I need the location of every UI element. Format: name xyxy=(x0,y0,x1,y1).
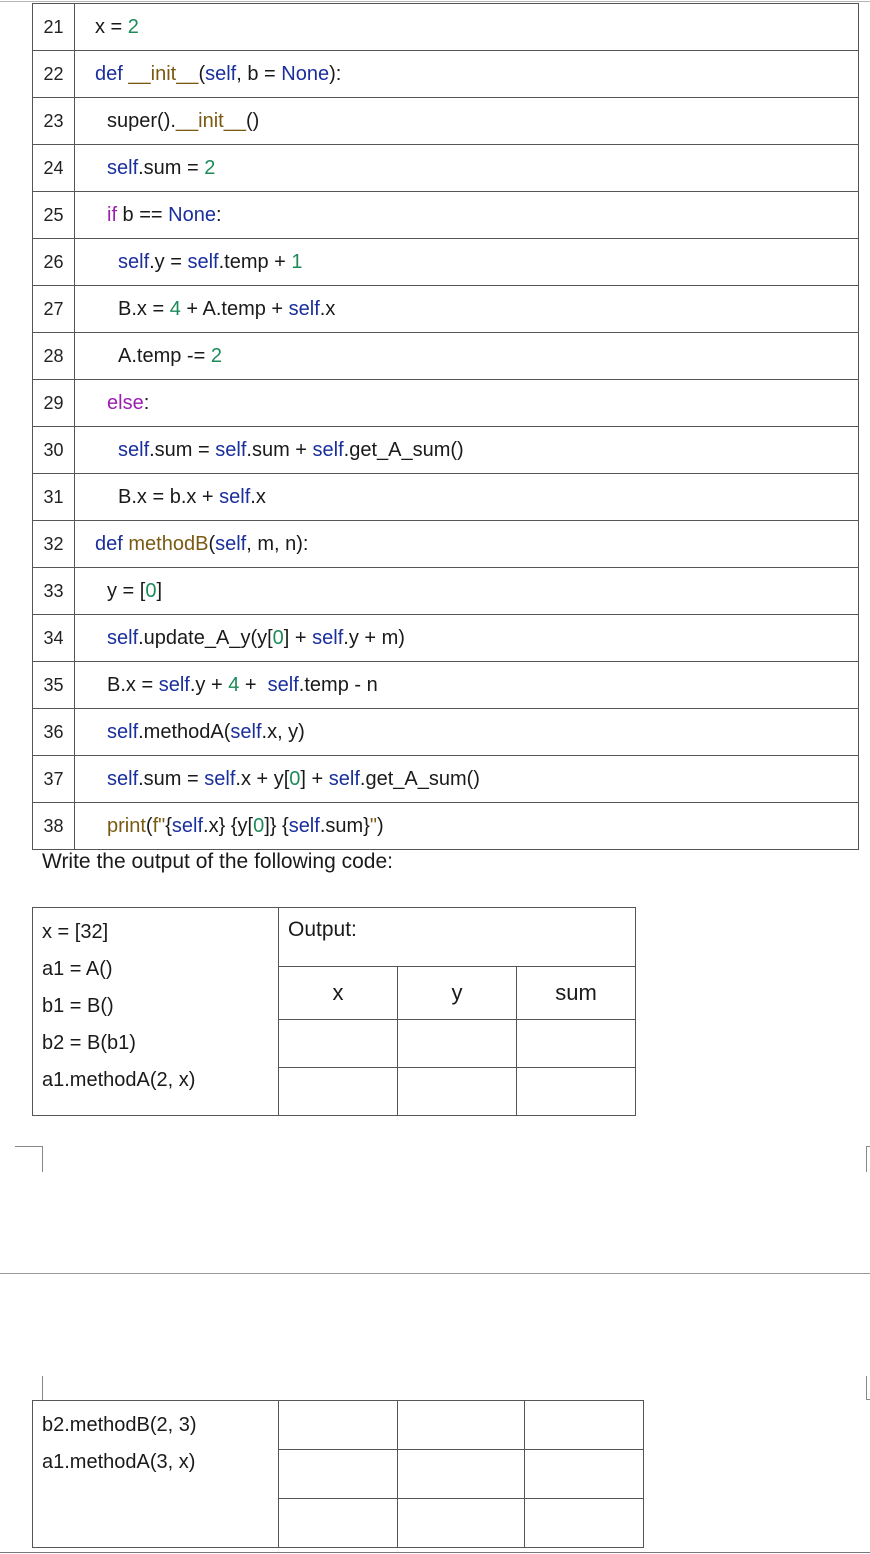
crop-mark xyxy=(42,1376,43,1400)
code-row xyxy=(33,145,859,192)
line-number: 30 xyxy=(33,427,75,474)
crop-mark xyxy=(15,1146,43,1147)
code-text: B.x = b.x + self.x xyxy=(75,474,859,521)
code-text: if b == None: xyxy=(75,192,859,239)
code-line: a1.methodA(2, x) xyxy=(42,1069,196,1091)
answer-cell[interactable] xyxy=(279,1020,398,1068)
code-text: self.sum = self.sum + self.get_A_sum() xyxy=(75,427,859,474)
line-number: 23 xyxy=(33,98,75,145)
answer-cell[interactable] xyxy=(525,1401,644,1450)
code-row xyxy=(33,474,859,521)
answer-cell[interactable] xyxy=(279,1499,398,1548)
code-text: y = [0] xyxy=(75,568,859,615)
code-table xyxy=(32,3,859,850)
code-text: self.sum = self.x + y[0] + self.get_A_sum() xyxy=(75,756,859,803)
code-row xyxy=(33,192,859,239)
answer-cell[interactable] xyxy=(517,1020,636,1068)
line-number: 27 xyxy=(33,286,75,333)
answer-cell[interactable] xyxy=(525,1450,644,1499)
answer-cell[interactable] xyxy=(398,1401,525,1450)
line-number: 26 xyxy=(33,239,75,286)
line-number: 37 xyxy=(33,756,75,803)
code-snippet-2 xyxy=(33,1401,279,1548)
line-number: 24 xyxy=(33,145,75,192)
code-line: a1.methodA(3, x) xyxy=(42,1451,196,1473)
answer-cell[interactable] xyxy=(398,1020,517,1068)
crop-mark xyxy=(866,1376,867,1400)
answer-cell[interactable] xyxy=(525,1499,644,1548)
code-row xyxy=(33,98,859,145)
code-text: self.y = self.temp + 1 xyxy=(75,239,859,286)
code-text: self.sum = 2 xyxy=(75,145,859,192)
code-row xyxy=(33,568,859,615)
code-text: B.x = 4 + A.temp + self.x xyxy=(75,286,859,333)
code-row xyxy=(33,4,859,51)
column-header-sum: sum xyxy=(517,967,636,1020)
code-row xyxy=(33,709,859,756)
answer-cell[interactable] xyxy=(398,1499,525,1548)
answer-cell[interactable] xyxy=(517,1068,636,1116)
column-header-y: y xyxy=(398,967,517,1020)
answer-cell[interactable] xyxy=(279,1450,398,1499)
column-header-x: x xyxy=(279,967,398,1020)
code-row xyxy=(33,756,859,803)
crop-mark xyxy=(866,1399,870,1400)
answer-cell[interactable] xyxy=(398,1450,525,1499)
code-line: b2 = B(b1) xyxy=(42,1032,136,1054)
line-number: 31 xyxy=(33,474,75,521)
code-text: def __init__(self, b = None): xyxy=(75,51,859,98)
code-text: A.temp -= 2 xyxy=(75,333,859,380)
output-label: Output: xyxy=(279,908,636,967)
line-number: 32 xyxy=(33,521,75,568)
code-text: print(f"{self.x} {y[0]} {self.sum}") xyxy=(75,803,859,850)
code-line: x = [32] xyxy=(42,921,109,943)
line-number: 21 xyxy=(33,4,75,51)
code-text: else: xyxy=(75,380,859,427)
code-text: x = 2 xyxy=(75,4,859,51)
code-row xyxy=(33,51,859,98)
answer-cell[interactable] xyxy=(279,1401,398,1450)
line-number: 25 xyxy=(33,192,75,239)
answer-cell[interactable] xyxy=(398,1068,517,1116)
line-number: 28 xyxy=(33,333,75,380)
code-row xyxy=(33,521,859,568)
code-line: b2.methodB(2, 3) xyxy=(42,1414,197,1436)
line-number: 33 xyxy=(33,568,75,615)
answer-cell[interactable] xyxy=(279,1068,398,1116)
code-row xyxy=(33,286,859,333)
code-row xyxy=(33,615,859,662)
code-line: b1 = B() xyxy=(42,995,114,1017)
line-number: 29 xyxy=(33,380,75,427)
top-rule xyxy=(0,1,870,2)
line-number: 35 xyxy=(33,662,75,709)
code-row xyxy=(33,239,859,286)
code-text: super().__init__() xyxy=(75,98,859,145)
code-line: a1 = A() xyxy=(42,958,113,980)
page-break-line xyxy=(0,1273,870,1274)
code-text: self.methodA(self.x, y) xyxy=(75,709,859,756)
code-row xyxy=(33,803,859,850)
line-number: 38 xyxy=(33,803,75,850)
crop-mark xyxy=(42,1146,43,1172)
line-number: 34 xyxy=(33,615,75,662)
code-row xyxy=(33,380,859,427)
code-text: def methodB(self, m, n): xyxy=(75,521,859,568)
crop-mark xyxy=(866,1146,867,1172)
output-table-2 xyxy=(32,1400,644,1548)
code-snippet-1 xyxy=(33,908,279,1116)
code-text: B.x = self.y + 4 + self.temp - n xyxy=(75,662,859,709)
line-number: 22 xyxy=(33,51,75,98)
code-row xyxy=(33,427,859,474)
code-text: self.update_A_y(y[0] + self.y + m) xyxy=(75,615,859,662)
bottom-rule xyxy=(0,1552,870,1553)
question-prompt: Write the output of the following code: xyxy=(42,850,393,873)
output-table-1 xyxy=(32,907,636,1116)
code-row xyxy=(33,333,859,380)
code-row xyxy=(33,662,859,709)
line-number: 36 xyxy=(33,709,75,756)
